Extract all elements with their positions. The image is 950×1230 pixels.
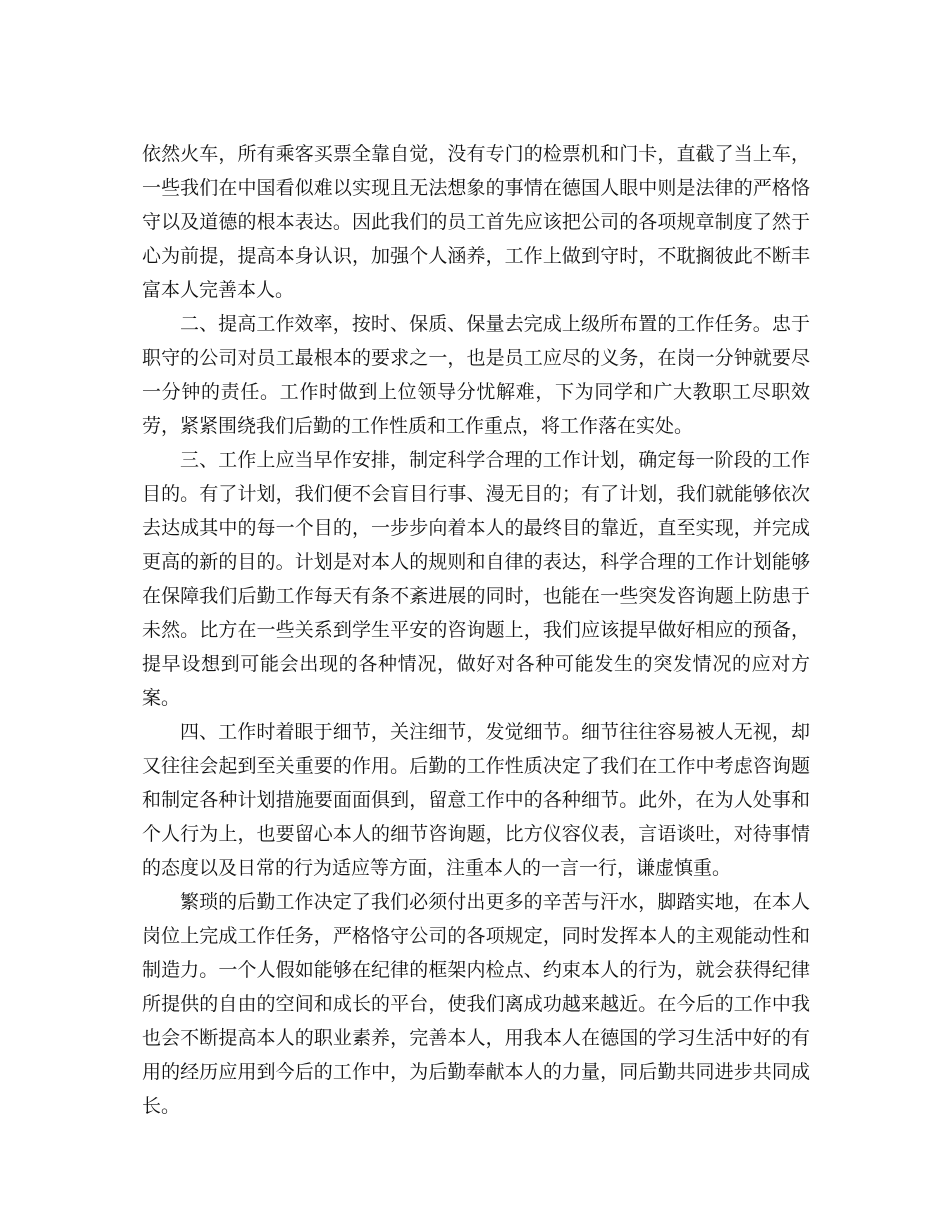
paragraph-4: 四、工作时着眼于细节，关注细节，发觉细节。细节往往容易被人无视，却又往往会起到至关重要的作用。后勤的工作性质决定了我们在工作中考虑咨询题和制定各种计划措施要面面俱到，留意工作中的各种细节。此外，在为人处事和个人行为上，也要留心本人的细节咨询题，比方仪容仪表，言语谈吐，对待事情的态度以及日常的行为适应等方面，注重本人的一言一行，谦虚慎重。: [142, 721, 810, 879]
paragraph-2: 二、提高工作效率，按时、保质、保量去完成上级所布置的工作任务。忠于职守的公司对员工最根本的要求之一，也是员工应尽的义务，在岗一分钟就要尽一分钟的责任。工作时做到上位领导分忧解难，下为同学和广大教职工尽职效劳，紧紧围绕我们后勤的工作性质和工作重点，将工作落在实处。: [142, 313, 810, 437]
paragraph-5: 繁琐的后勤工作决定了我们必须付出更多的辛苦与汗水，脚踏实地，在本人岗位上完成工作任务，严格恪守公司的各项规定，同时发挥本人的主观能动性和制造力。一个人假如能够在纪律的框架内检点、约束本人的行为，就会获得纪律所提供的自由的空间和成长的平台，使我们离成功越来越近。在今后的工作中我也会不断提高本人的职业素养，完善本人，用我本人在德国的学习生活中好的有用的经历应用到今后的工作中，为后勤奉献本人的力量，同后勤共同进步共同成长。: [142, 891, 810, 1117]
document-body: [142, 137, 810, 1123]
paragraph-1: 依然火车，所有乘客买票全靠自觉，没有专门的检票机和门卡，直截了当上车，一些我们在中国看似难以实现且无法想象的事情在德国人眼中则是法律的严格恪守以及道德的根本表达。因此我们的员工首先应该把公司的各项规章制度了然于心为前提，提高本身认识，加强个人涵养，工作上做到守时，不耽搁彼此不断丰富本人完善本人。: [142, 143, 810, 301]
paragraph-3: 三、工作上应当早作安排，制定科学合理的工作计划，确定每一阶段的工作目的。有了计划，我们便不会盲目行事、漫无目的；有了计划，我们就能够依次去达成其中的每一个目的，一步步向着本人的最终目的靠近，直至实现，并完成更高的新的目的。计划是对本人的规则和自律的表达，科学合理的工作计划能够在保障我们后勤工作每天有条不紊进展的同时，也能在一些突发咨询题上防患于未然。比方在一些关系到学生平安的咨询题上，我们应该提早做好相应的预备，提早设想到可能会出现的各种情况，做好对各种可能发生的突发情况的应对方案。: [142, 449, 810, 709]
